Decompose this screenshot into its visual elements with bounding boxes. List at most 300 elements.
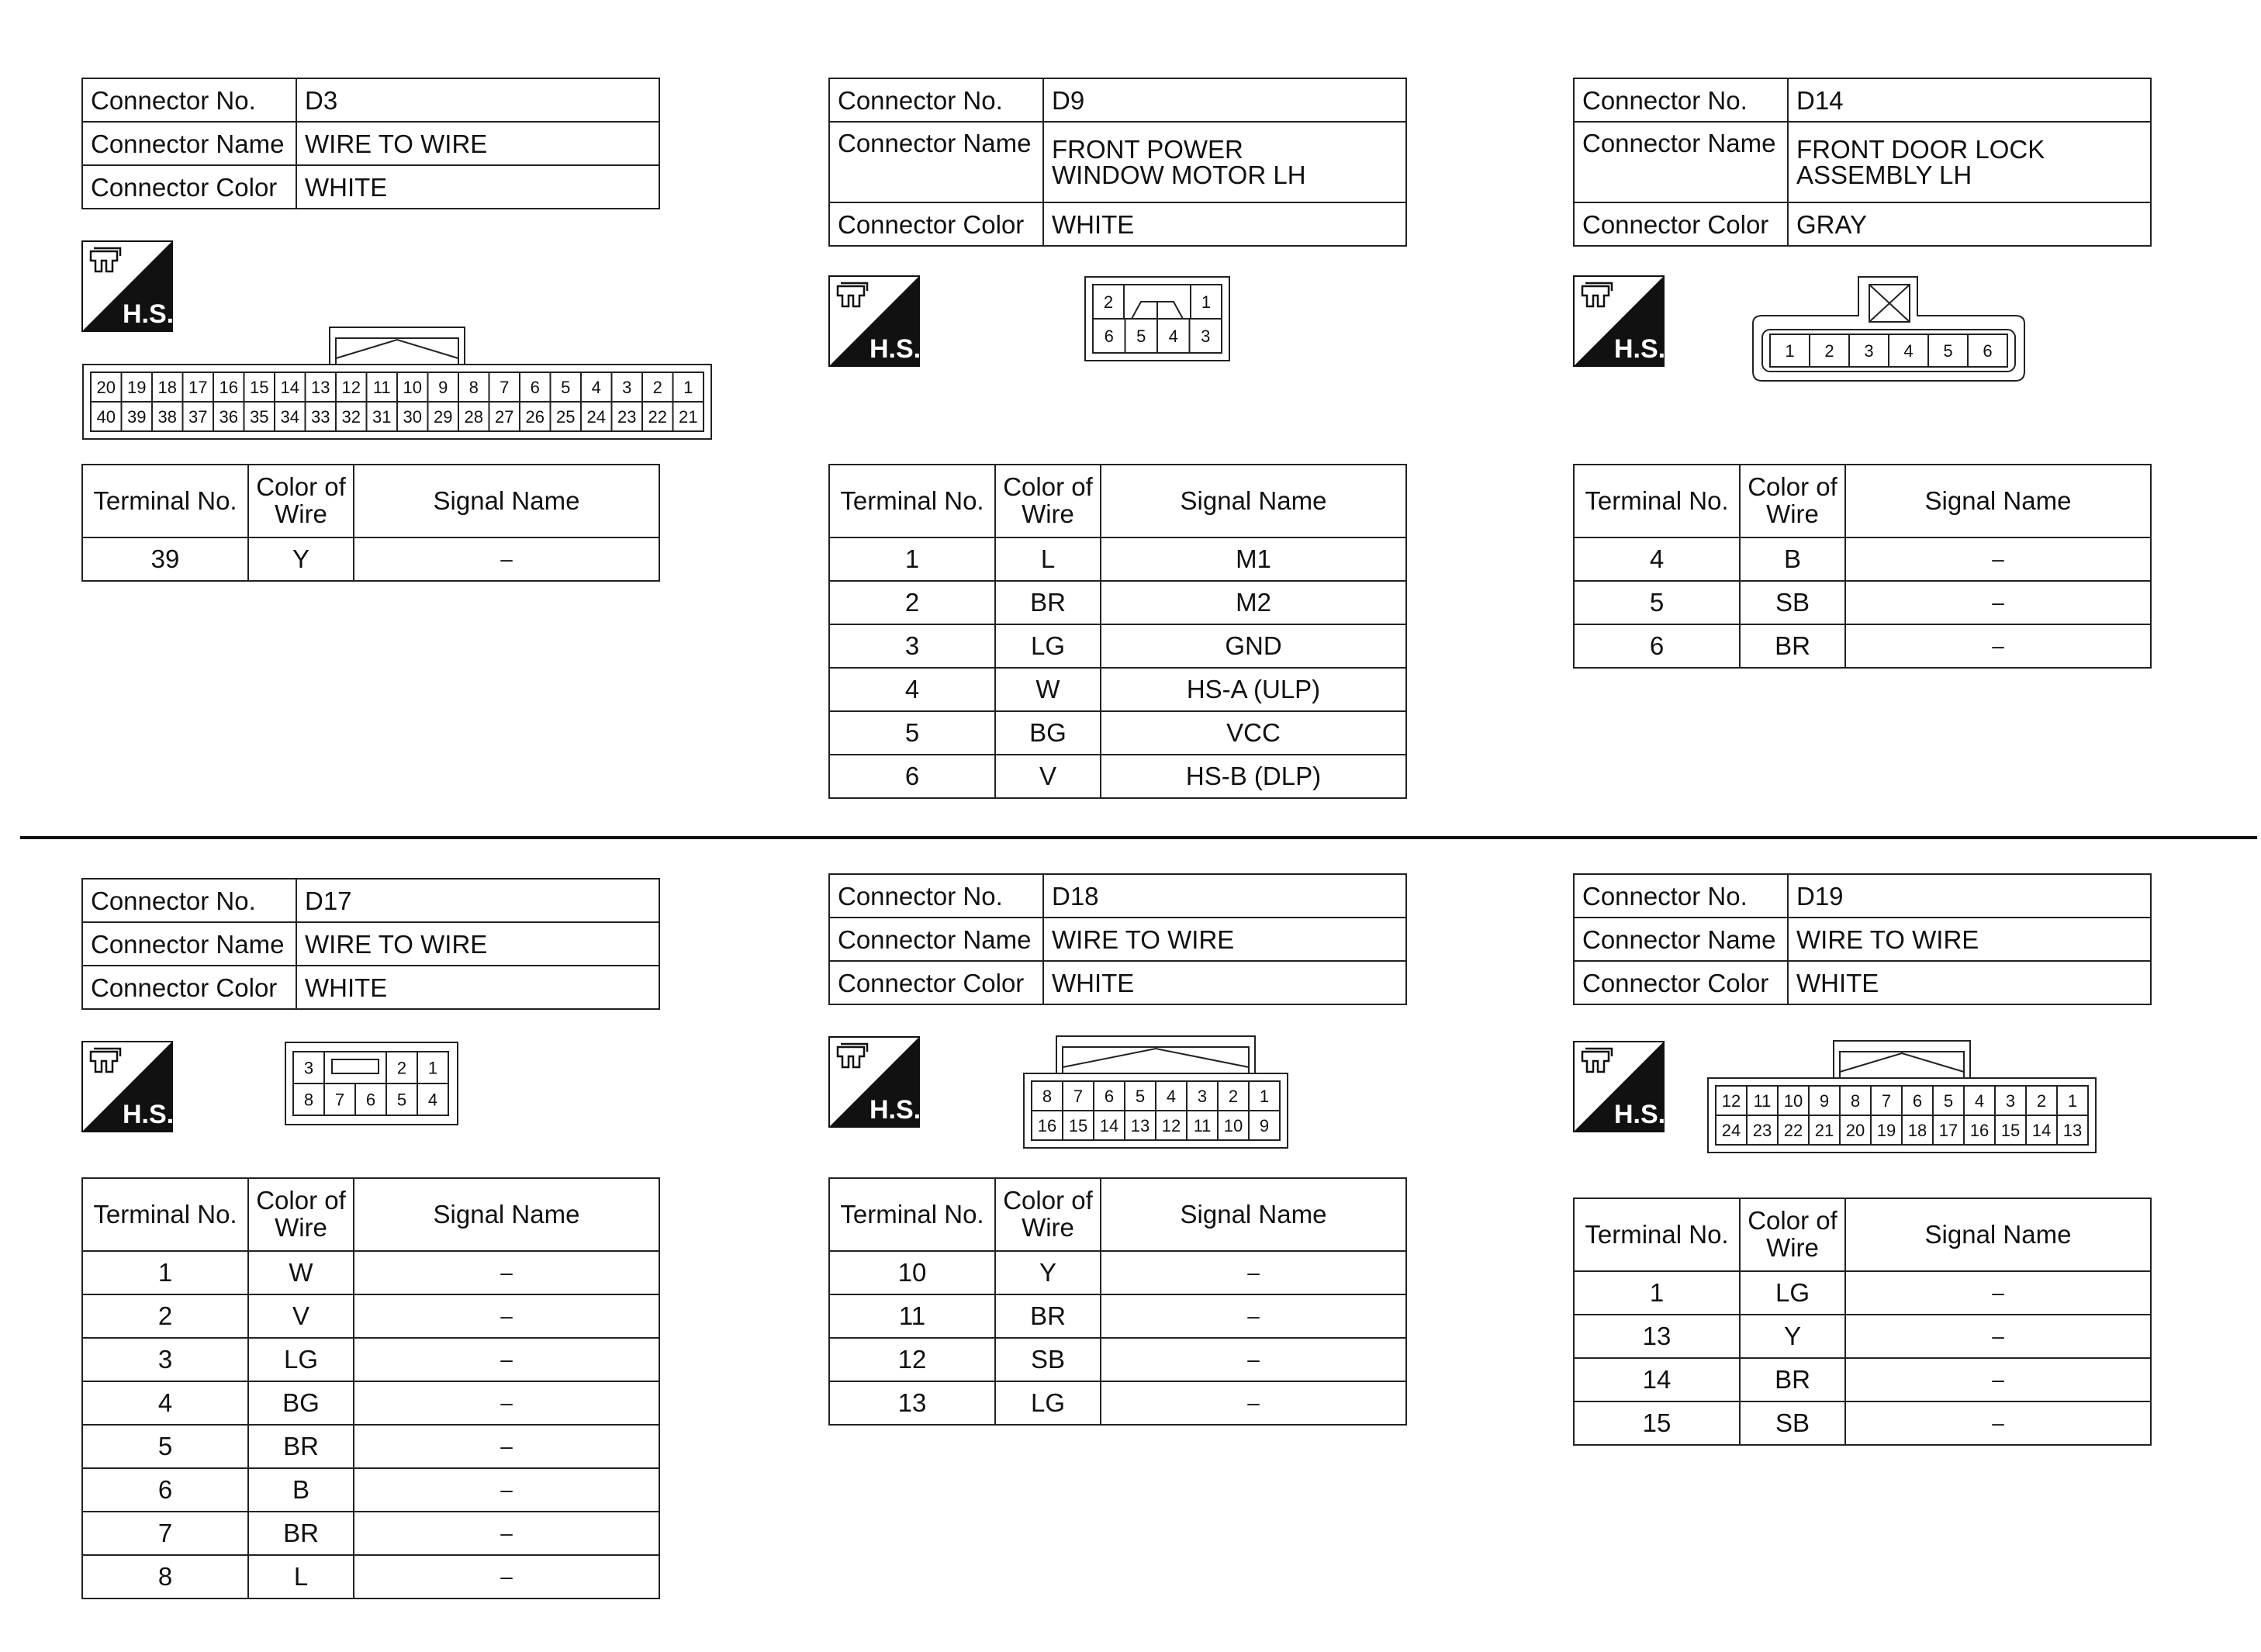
connector-d3-info: [81, 78, 660, 209]
pin-number: 23: [617, 407, 637, 427]
signal-name-header: Signal Name: [1845, 465, 2151, 537]
pin-number: 4: [1903, 341, 1914, 361]
terminal-row: [829, 711, 1406, 755]
terminal-no-cell: 1: [1574, 1271, 1740, 1315]
pin-number: 3: [622, 378, 632, 397]
pin-number: 1: [2067, 1091, 2078, 1111]
terminal-row: [82, 1512, 659, 1555]
terminal-table: [1573, 464, 2152, 669]
connector-no-label: Connector No.: [82, 78, 296, 122]
connector-drawing: [1022, 1035, 1289, 1149]
hs-label: H.S.: [1613, 1100, 1665, 1129]
connector-info-table: [81, 878, 660, 1010]
pin-number: 10: [1783, 1091, 1803, 1111]
connector-name-label: Connector Name: [82, 922, 296, 966]
pin-number: 15: [250, 378, 269, 397]
pin-number: 3: [303, 1058, 314, 1078]
connector-info-table: [1573, 873, 2152, 1005]
pin-number: 6: [365, 1090, 376, 1110]
pin-number: 2: [2036, 1091, 2047, 1111]
pin-number: 17: [188, 378, 208, 397]
connector-color-label: Connector Color: [1574, 202, 1788, 246]
signal-name-header: Signal Name: [1101, 1178, 1406, 1251]
pin-number: 13: [311, 378, 330, 397]
signal-name-header: Signal Name: [354, 465, 659, 537]
pin-number: 16: [1037, 1116, 1057, 1135]
hs-label: H.S.: [122, 299, 173, 329]
signal-name-cell: –: [354, 537, 659, 581]
connector-color-value: WHITE: [296, 165, 659, 209]
pin-number: 3: [1864, 341, 1874, 361]
wire-color-cell: Y: [995, 1251, 1101, 1294]
terminal-no-cell: 2: [829, 581, 995, 624]
signal-name-cell: –: [354, 1381, 659, 1425]
pin-number: 40: [96, 407, 116, 427]
pin-number: 11: [372, 378, 391, 397]
terminal-row: [1574, 1271, 2151, 1315]
pin-number: 7: [1881, 1091, 1892, 1111]
terminal-row: [1574, 1358, 2151, 1401]
pin-number: 26: [525, 407, 545, 427]
harness-side-icon: [81, 240, 173, 332]
hs-icon-drawing: [81, 1041, 173, 1132]
terminal-no-header: Terminal No.: [829, 1178, 995, 1251]
pin-number: 4: [591, 378, 601, 397]
color-of-wire-header: Color of Wire: [1740, 465, 1845, 537]
connector-info-table: [1573, 78, 2152, 247]
connector-no-value: D18: [1043, 874, 1406, 918]
wire-color-cell: BR: [248, 1512, 354, 1555]
pin-number: 11: [1193, 1116, 1212, 1135]
pin-number: 13: [1130, 1116, 1150, 1135]
terminal-no-cell: 14: [1574, 1358, 1740, 1401]
hs-icon-drawing: [1573, 275, 1665, 367]
connector-drawing: [1706, 1039, 2097, 1154]
pin-number: 12: [341, 378, 361, 397]
pin-number: 9: [438, 378, 448, 397]
connector-d14-face-diagram: [1751, 275, 2028, 388]
pin-number: 8: [303, 1090, 314, 1110]
wire-color-cell: Y: [1740, 1315, 1845, 1358]
pin-number: 6: [1912, 1091, 1923, 1111]
pin-number: 19: [127, 378, 147, 397]
connector-d18-info: [828, 873, 1407, 1005]
connector-name-label: Connector Name: [829, 122, 1043, 202]
pin-number: 20: [1845, 1121, 1865, 1140]
connector-d17-terminals: [81, 1177, 660, 1599]
terminal-row: [1574, 537, 2151, 581]
connector-d9-face-diagram: [1084, 275, 1231, 366]
terminal-row: [82, 1425, 659, 1468]
pin-number: 1: [1201, 292, 1212, 312]
connector-no-value: D14: [1788, 78, 2151, 122]
terminal-no-header: Terminal No.: [82, 465, 248, 537]
terminal-no-header: Terminal No.: [1574, 1198, 1740, 1271]
connector-d9-info: [828, 78, 1407, 247]
terminal-row: [82, 537, 659, 581]
signal-name-cell: HS-A (ULP): [1101, 668, 1406, 711]
connector-color-value: WHITE: [1043, 961, 1406, 1004]
terminal-no-cell: 13: [829, 1381, 995, 1425]
wire-color-cell: SB: [1740, 581, 1845, 624]
terminal-row: [1574, 624, 2151, 668]
terminal-no-cell: 4: [829, 668, 995, 711]
terminal-table: [828, 1177, 1407, 1426]
pin-number: 9: [1819, 1091, 1830, 1111]
hs-icon-drawing: [1573, 1041, 1665, 1132]
color-of-wire-header: Color of Wire: [1740, 1198, 1845, 1271]
pin-number: 3: [1201, 327, 1211, 346]
pin-number: 4: [427, 1090, 438, 1110]
connector-d18-terminals: [828, 1177, 1407, 1426]
pin-number: 37: [188, 407, 208, 427]
signal-name-cell: –: [354, 1555, 659, 1598]
connector-name-value: WIRE TO WIRE: [1043, 918, 1406, 961]
signal-name-cell: –: [1845, 537, 2151, 581]
signal-name-cell: M1: [1101, 537, 1406, 581]
wire-color-cell: V: [248, 1294, 354, 1338]
terminal-no-header: Terminal No.: [1574, 465, 1740, 537]
terminal-no-cell: 5: [829, 711, 995, 755]
pin-number: 2: [1103, 292, 1114, 312]
signal-name-cell: VCC: [1101, 711, 1406, 755]
pin-number: 14: [280, 378, 299, 397]
pin-number: 20: [96, 378, 116, 397]
pin-number: 27: [495, 407, 514, 427]
lock-tab: [1056, 1036, 1255, 1075]
connector-info-table: [81, 78, 660, 209]
pin-number: 1: [1259, 1087, 1270, 1106]
pin-number: 6: [1983, 341, 1993, 361]
wire-color-cell: W: [248, 1251, 354, 1294]
signal-name-cell: –: [1845, 1315, 2151, 1358]
terminal-row: [829, 1251, 1406, 1294]
pin-number: 34: [280, 407, 299, 427]
wire-color-cell: L: [995, 537, 1101, 581]
terminal-no-cell: 8: [82, 1555, 248, 1598]
signal-name-cell: –: [1845, 581, 2151, 624]
wire-color-cell: L: [248, 1555, 354, 1598]
wire-color-cell: W: [995, 668, 1101, 711]
pin-number: 28: [464, 407, 483, 427]
wire-color-cell: BR: [995, 581, 1101, 624]
pin-number: 36: [219, 407, 238, 427]
terminal-no-cell: 1: [82, 1251, 248, 1294]
connector-d9-terminals: [828, 464, 1407, 799]
pin-number: 3: [2005, 1091, 2016, 1111]
section-divider: [20, 836, 2257, 839]
pin-number: 38: [157, 407, 177, 427]
terminal-row: [829, 668, 1406, 711]
pin-number: 33: [311, 407, 330, 427]
pin-number: 9: [1259, 1116, 1270, 1135]
terminal-row: [1574, 581, 2151, 624]
pin-number: 10: [403, 378, 422, 397]
pin-number: 4: [1166, 1087, 1177, 1106]
pin-number: 15: [1068, 1116, 1088, 1135]
wire-color-cell: B: [248, 1468, 354, 1512]
wire-color-cell: BR: [995, 1294, 1101, 1338]
pin-number: 13: [2062, 1121, 2083, 1140]
connector-no-value: D19: [1788, 874, 2151, 918]
signal-name-cell: –: [1845, 624, 2151, 668]
harness-side-icon: [81, 1041, 173, 1132]
pin-number: 18: [157, 378, 177, 397]
signal-name-cell: –: [354, 1468, 659, 1512]
terminal-row: [82, 1468, 659, 1512]
pin-number: 24: [586, 407, 606, 427]
pin-number: 17: [1938, 1121, 1958, 1140]
connector-color-label: Connector Color: [829, 202, 1043, 246]
signal-name-cell: –: [1845, 1271, 2151, 1315]
wire-color-cell: SB: [995, 1338, 1101, 1381]
connector-name-label: Connector Name: [829, 918, 1043, 961]
pin-number: 7: [1073, 1087, 1084, 1106]
pin-number: 5: [396, 1090, 407, 1110]
signal-name-cell: –: [1101, 1294, 1406, 1338]
hs-icon-drawing: [828, 1036, 920, 1128]
terminal-no-header: Terminal No.: [82, 1178, 248, 1251]
terminal-table: [81, 464, 660, 582]
pin-number: 2: [1228, 1087, 1239, 1106]
pin-number: 2: [1824, 341, 1834, 361]
pin-number: 21: [679, 407, 698, 427]
hs-label: H.S.: [869, 334, 920, 364]
connector-name-value: WIRE TO WIRE: [1788, 918, 2151, 961]
wire-color-cell: BG: [248, 1381, 354, 1425]
pin-number: 6: [1104, 327, 1114, 346]
pin-number: 2: [652, 378, 662, 397]
pin-number: 11: [1753, 1091, 1772, 1111]
pin-number: 7: [334, 1090, 345, 1110]
terminal-row: [829, 1294, 1406, 1338]
signal-name-cell: –: [354, 1294, 659, 1338]
pin-number: 24: [1721, 1121, 1741, 1140]
wire-color-cell: BG: [995, 711, 1101, 755]
pin-number: 22: [648, 407, 667, 427]
terminal-no-cell: 7: [82, 1512, 248, 1555]
pin-number: 16: [219, 378, 238, 397]
connector-no-value: D9: [1043, 78, 1406, 122]
connector-name-value: WIRE TO WIRE: [296, 922, 659, 966]
connector-color-label: Connector Color: [1574, 961, 1788, 1004]
pin-number: 4: [1974, 1091, 1985, 1111]
signal-name-cell: –: [354, 1425, 659, 1468]
pin-number: 5: [1943, 341, 1953, 361]
terminal-row: [82, 1555, 659, 1598]
signal-name-header: Signal Name: [1845, 1198, 2151, 1271]
signal-name-header: Signal Name: [1101, 465, 1406, 537]
terminal-no-cell: 5: [82, 1425, 248, 1468]
pin-number: 29: [434, 407, 453, 427]
wire-color-cell: Y: [248, 537, 354, 581]
pin-number: 19: [1876, 1121, 1896, 1140]
pin-number: 8: [1042, 1087, 1053, 1106]
terminal-row: [1574, 1401, 2151, 1445]
pin-number: 32: [341, 407, 361, 427]
pin-number: 2: [396, 1058, 407, 1078]
signal-name-cell: –: [1845, 1401, 2151, 1445]
terminal-row: [829, 755, 1406, 798]
terminal-no-cell: 39: [82, 537, 248, 581]
pin-number: 1: [427, 1058, 438, 1078]
color-of-wire-header: Color of Wire: [995, 1178, 1101, 1251]
connector-d17-face-diagram: [284, 1041, 459, 1130]
connector-info-table: [828, 873, 1407, 1005]
pin-number: 5: [1943, 1091, 1954, 1111]
color-of-wire-header: Color of Wire: [248, 465, 354, 537]
color-of-wire-header: Color of Wire: [248, 1178, 354, 1251]
hs-label: H.S.: [1613, 334, 1665, 364]
hs-label: H.S.: [122, 1100, 173, 1129]
terminal-row: [829, 1338, 1406, 1381]
terminal-no-cell: 4: [82, 1381, 248, 1425]
wire-color-cell: BR: [1740, 1358, 1845, 1401]
connector-drawing: [1751, 275, 2028, 384]
connector-no-label: Connector No.: [829, 78, 1043, 122]
pin-number: 25: [556, 407, 576, 427]
connector-d14-terminals: [1573, 464, 2152, 669]
connector-no-value: D17: [296, 879, 659, 922]
harness-side-icon: [1573, 275, 1665, 367]
pin-number: 16: [1969, 1121, 1990, 1140]
terminal-no-cell: 6: [829, 755, 995, 798]
terminal-no-cell: 2: [82, 1294, 248, 1338]
terminal-row: [829, 1381, 1406, 1425]
signal-name-cell: –: [1101, 1251, 1406, 1294]
pin-number: 8: [468, 378, 479, 397]
connector-d19-terminals: [1573, 1198, 2152, 1446]
harness-side-icon: [1573, 1041, 1665, 1132]
pin-number: 6: [530, 378, 540, 397]
terminal-no-cell: 13: [1574, 1315, 1740, 1358]
terminal-no-cell: 12: [829, 1338, 995, 1381]
pin-number: 10: [1223, 1116, 1243, 1135]
pin-number: 30: [403, 407, 422, 427]
connector-color-label: Connector Color: [82, 165, 296, 209]
signal-name-cell: –: [354, 1338, 659, 1381]
pin-number: 21: [1814, 1121, 1834, 1140]
signal-name-cell: HS-B (DLP): [1101, 755, 1406, 798]
signal-name-cell: –: [354, 1512, 659, 1555]
pin-number: 18: [1907, 1121, 1927, 1140]
terminal-row: [1574, 1315, 2151, 1358]
terminal-no-header: Terminal No.: [829, 465, 995, 537]
terminal-row: [82, 1251, 659, 1294]
terminal-no-cell: 4: [1574, 537, 1740, 581]
connector-d3-terminals: [81, 464, 660, 582]
wire-color-cell: LG: [995, 1381, 1101, 1425]
harness-side-icon: [828, 275, 920, 367]
hs-icon-drawing: [81, 240, 173, 332]
pin-number: 12: [1721, 1091, 1741, 1111]
connector-color-label: Connector Color: [829, 961, 1043, 1004]
wire-color-cell: BR: [1740, 624, 1845, 668]
connector-drawing: [1084, 275, 1231, 362]
pin-number: 5: [1136, 327, 1146, 346]
hs-icon-drawing: [828, 275, 920, 367]
connector-color-value: WHITE: [1788, 961, 2151, 1004]
connector-info-table: [828, 78, 1407, 247]
pin-number: 35: [250, 407, 269, 427]
terminal-no-cell: 6: [1574, 624, 1740, 668]
harness-side-icon: [828, 1036, 920, 1128]
terminal-no-cell: 11: [829, 1294, 995, 1338]
color-of-wire-header: Color of Wire: [995, 465, 1101, 537]
connector-drawing: [284, 1041, 459, 1126]
connector-d18-face-diagram: [1022, 1035, 1289, 1153]
terminal-row: [829, 537, 1406, 581]
connector-name-value: FRONT POWER WINDOW MOTOR LH: [1043, 122, 1406, 202]
connector-color-label: Connector Color: [82, 966, 296, 1009]
signal-name-cell: –: [1101, 1338, 1406, 1381]
signal-name-cell: –: [354, 1251, 659, 1294]
pin-number: 8: [1850, 1091, 1861, 1111]
pin-number: 4: [1168, 327, 1178, 346]
pin-number: 3: [1197, 1087, 1208, 1106]
connector-d19-info: [1573, 873, 2152, 1005]
pin-number: 15: [2000, 1121, 2021, 1140]
pin-number: 7: [500, 378, 510, 397]
pin-number: 22: [1783, 1121, 1803, 1140]
pin-number: 14: [2031, 1121, 2052, 1140]
terminal-row: [82, 1294, 659, 1338]
pin-number: 5: [561, 378, 571, 397]
wire-color-cell: LG: [1740, 1271, 1845, 1315]
signal-name-cell: –: [1101, 1381, 1406, 1425]
wire-color-cell: B: [1740, 537, 1845, 581]
connector-d19-face-diagram: [1706, 1039, 2097, 1158]
connector-color-value: GRAY: [1788, 202, 2151, 246]
terminal-table: [1573, 1198, 2152, 1446]
connector-d14-info: [1573, 78, 2152, 247]
wire-color-cell: BR: [248, 1425, 354, 1468]
pin-number: 6: [1104, 1087, 1115, 1106]
wire-color-cell: LG: [248, 1338, 354, 1381]
connector-name-value: WIRE TO WIRE: [296, 122, 659, 165]
terminal-no-cell: 15: [1574, 1401, 1740, 1445]
pin-number: 31: [372, 407, 392, 427]
connector-drawing: [81, 326, 713, 441]
terminal-table: [828, 464, 1407, 799]
terminal-no-cell: 10: [829, 1251, 995, 1294]
hs-label: H.S.: [869, 1095, 920, 1125]
signal-name-cell: GND: [1101, 624, 1406, 668]
connector-no-label: Connector No.: [82, 879, 296, 922]
signal-name-header: Signal Name: [354, 1178, 659, 1251]
connector-no-label: Connector No.: [829, 874, 1043, 918]
connector-color-value: WHITE: [1043, 202, 1406, 246]
terminal-no-cell: 3: [82, 1338, 248, 1381]
pin-number: 5: [1135, 1087, 1146, 1106]
terminal-row: [829, 624, 1406, 668]
pin-number: 1: [1785, 341, 1795, 361]
terminal-no-cell: 1: [829, 537, 995, 581]
pin-number: 23: [1752, 1121, 1772, 1140]
connector-d3-face-diagram: [81, 326, 713, 444]
connector-name-label: Connector Name: [1574, 122, 1788, 202]
terminal-no-cell: 5: [1574, 581, 1740, 624]
terminal-row: [82, 1338, 659, 1381]
wire-color-cell: SB: [1740, 1401, 1845, 1445]
connector-d17-info: [81, 878, 660, 1010]
wire-color-cell: V: [995, 755, 1101, 798]
terminal-row: [829, 581, 1406, 624]
signal-name-cell: M2: [1101, 581, 1406, 624]
lock-tab: [330, 327, 465, 366]
wire-color-cell: LG: [995, 624, 1101, 668]
connector-no-label: Connector No.: [1574, 78, 1788, 122]
